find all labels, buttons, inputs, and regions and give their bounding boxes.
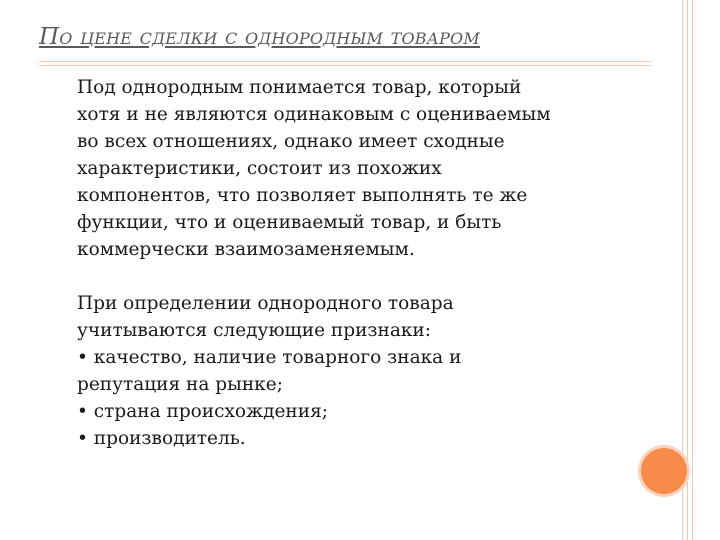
definition-paragraph bbox=[77, 74, 637, 263]
body-line: во всех отношениях, однако имеет сходные bbox=[77, 131, 505, 152]
slide-body bbox=[77, 74, 637, 452]
body-line: учитываются следующие признаки: bbox=[77, 320, 431, 341]
body-line: При определении однородного товара bbox=[77, 293, 454, 314]
decorative-circle-icon bbox=[641, 448, 687, 494]
title-underline-rule-secondary bbox=[39, 65, 651, 66]
bullet-item: • страна происхождения; bbox=[77, 401, 328, 422]
body-line: хотя и не являются одинаковым с оцениваемым bbox=[77, 104, 551, 125]
body-line: функции, что и оцениваемый товар, и быть bbox=[77, 212, 502, 233]
title-underline-rule bbox=[39, 61, 651, 62]
right-border-line bbox=[692, 0, 693, 540]
right-border-line bbox=[687, 0, 688, 540]
bullet-item-continuation: репутация на рынке; bbox=[77, 374, 283, 395]
body-line: компонентов, что позволяет выполнять те же bbox=[77, 185, 528, 206]
body-line: Под однородным понимается товар, который bbox=[77, 77, 522, 98]
paragraph-spacer bbox=[77, 263, 637, 290]
bullet-item: • качество, наличие товарного знака и bbox=[77, 347, 462, 368]
body-line: коммерчески взаимозаменяемым. bbox=[77, 239, 415, 260]
criteria-paragraph bbox=[77, 290, 637, 452]
body-line: характеристики, состоит из похожих bbox=[77, 158, 442, 179]
bullet-item: • производитель. bbox=[77, 428, 246, 449]
slide-title: По цене сделки с однородным товаром bbox=[39, 24, 480, 50]
